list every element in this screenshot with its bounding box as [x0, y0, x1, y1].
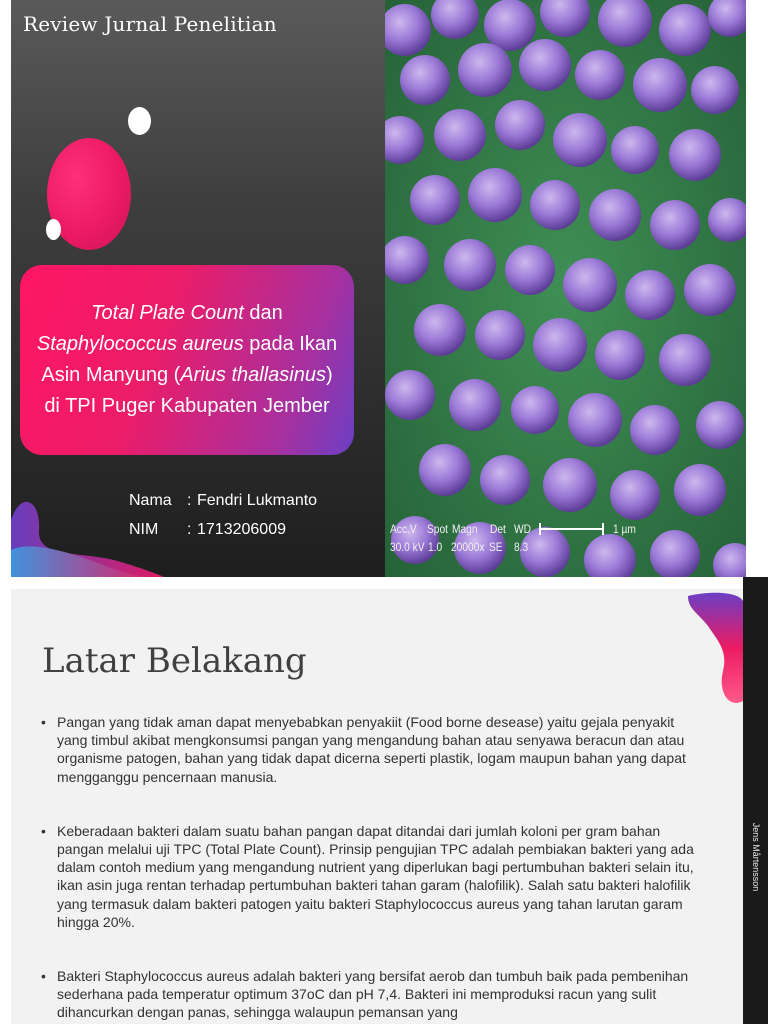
- slide-heading: Review Jurnal Penelitian: [23, 12, 277, 36]
- bacterium-cell: [484, 0, 536, 51]
- bacterium-cell: [610, 470, 660, 520]
- sem-header-4: Det: [490, 522, 506, 536]
- sem-value-2: 1.0: [428, 540, 443, 554]
- credit-text: Jens Mårtensson: [750, 822, 761, 892]
- sem-info-bar: [385, 519, 746, 559]
- bacterium-cell: [468, 168, 522, 222]
- sem-value-5: 8.3: [514, 540, 529, 554]
- bacterium-cell: [519, 39, 571, 91]
- slide-heading: Latar Belakang: [42, 641, 307, 681]
- bacterium-cell: [630, 405, 680, 455]
- bacterium-cell: [684, 264, 736, 316]
- title-part: Total Plate Count: [91, 302, 244, 324]
- bacterium-cell: [419, 444, 471, 496]
- bacterium-cell: [414, 304, 466, 356]
- bacterium-cell: [400, 55, 450, 105]
- decorative-blob: [688, 591, 748, 711]
- bacterium-cell: [543, 458, 597, 512]
- bacterium-cell: [691, 66, 739, 114]
- meta-label: Nama: [129, 491, 172, 509]
- title-part: pada Ikan Asin Manyung (: [41, 333, 338, 386]
- sem-value-4: SE: [489, 540, 503, 554]
- scale-label: 1 µm: [613, 522, 636, 536]
- bacterium-cell: [511, 386, 559, 434]
- bacteria-cells: [385, 0, 746, 577]
- meta-value: 1713206009: [197, 520, 286, 538]
- bacterium-cell: [575, 50, 625, 100]
- decorative-dot: [46, 219, 61, 240]
- bacterium-cell: [674, 464, 726, 516]
- bacterium-cell: [505, 245, 555, 295]
- bullet-list: [39, 713, 699, 1024]
- bacterium-cell: [568, 393, 622, 447]
- sem-value-3: 20000x: [451, 540, 485, 554]
- bacterium-cell: [458, 43, 512, 97]
- bacterium-cell: [696, 401, 744, 449]
- sem-header-5: WD: [514, 522, 531, 536]
- bacterium-cell: [633, 58, 687, 112]
- title-part: dan: [243, 302, 283, 324]
- bacterium-cell: [659, 334, 711, 386]
- bacterium-cell: [530, 180, 580, 230]
- decorative-wave: [11, 490, 171, 577]
- bacterium-cell: [449, 379, 501, 431]
- bacterium-cell: [553, 113, 607, 167]
- bacterium-cell: [495, 100, 545, 150]
- decorative-dot: [128, 107, 151, 135]
- sem-micrograph: [385, 0, 746, 577]
- meta-label: NIM: [129, 520, 159, 538]
- bullet-item: • Pangan yang tidak aman dapat menyebabkan penyakiit (Food borne desease) yaitu gejala penyakit yang timbul akibat mengkonsumsi pangan yang mengandung bahan atau senyawa beracun dan atau organisme patogen, bahan yang tidak dapat dicerna seperti plastik, logam maupun bahan yang dapat mengganggu pencernaan manusia.: [39, 713, 699, 786]
- bacterium-cell: [625, 270, 675, 320]
- content-slide: [0, 577, 768, 1024]
- content-page: [11, 589, 743, 1024]
- title-part: ) di TPI Puger Kabupaten Jember: [44, 364, 333, 417]
- bacterium-cell: [595, 330, 645, 380]
- image-credit: [743, 777, 768, 937]
- bacterium-cell: [563, 258, 617, 312]
- bacterium-cell: [475, 310, 525, 360]
- bacterium-cell: [659, 4, 711, 56]
- title-box: [20, 265, 354, 455]
- bullet-item: • Bakteri Staphylococcus aureus adalah bakteri yang bersifat aerob dan tumbuh baik pada pembenihan sederhana pada temperatur optimum 37oC dan pH 7,4. Bakteri ini memproduksi racun yang sulit dihancurkan dengan panas, sehingga walaupun pemansan yang: [39, 967, 699, 1022]
- bacterium-cell: [385, 370, 435, 420]
- sem-value-1: 30.0 kV: [390, 540, 425, 554]
- sem-header-1: Acc.V: [390, 522, 417, 536]
- meta-colon: :: [187, 520, 192, 538]
- bacterium-cell: [650, 200, 700, 250]
- meta-colon: :: [187, 491, 192, 509]
- bacterium-cell: [533, 318, 587, 372]
- title-part: Staphylococcus aureus: [36, 333, 244, 355]
- title-panel: [11, 0, 385, 577]
- bullet-item: • Keberadaan bakteri dalam suatu bahan pangan dapat ditandai dari jumlah koloni per gram bahan pangan melalui uji TPC (Total Plate Count). Prinsip pengujian TPC adalah pembiakan bakteri yang ada dalam contoh medium yang mengandung nutrient yang diperlukan bagi pertumbuhan bakteri selain itu, ikan asin juga rentan terhadap pertumbuhan bakteri tahan garam (halofilik). Salah satu bakteri halofilik yang termasuk dalam bakteri patogen yaitu bakteri Staphylococcus aureus yang tahan larutan garam hingga 20%.: [39, 822, 699, 931]
- bacterium-cell: [444, 239, 496, 291]
- meta-value: Fendri Lukmanto: [197, 491, 318, 509]
- bacterium-cell: [480, 455, 530, 505]
- presentation-title: [34, 298, 340, 422]
- bacterium-cell: [434, 109, 486, 161]
- title-part: Arius thallasinus: [180, 364, 326, 386]
- sem-header-3: Magn: [452, 522, 478, 536]
- bacterium-cell: [589, 189, 641, 241]
- sem-header-2: Spot: [427, 522, 448, 536]
- bacterium-cell: [410, 175, 460, 225]
- bacterium-cell: [669, 129, 721, 181]
- bacterium-cell: [611, 126, 659, 174]
